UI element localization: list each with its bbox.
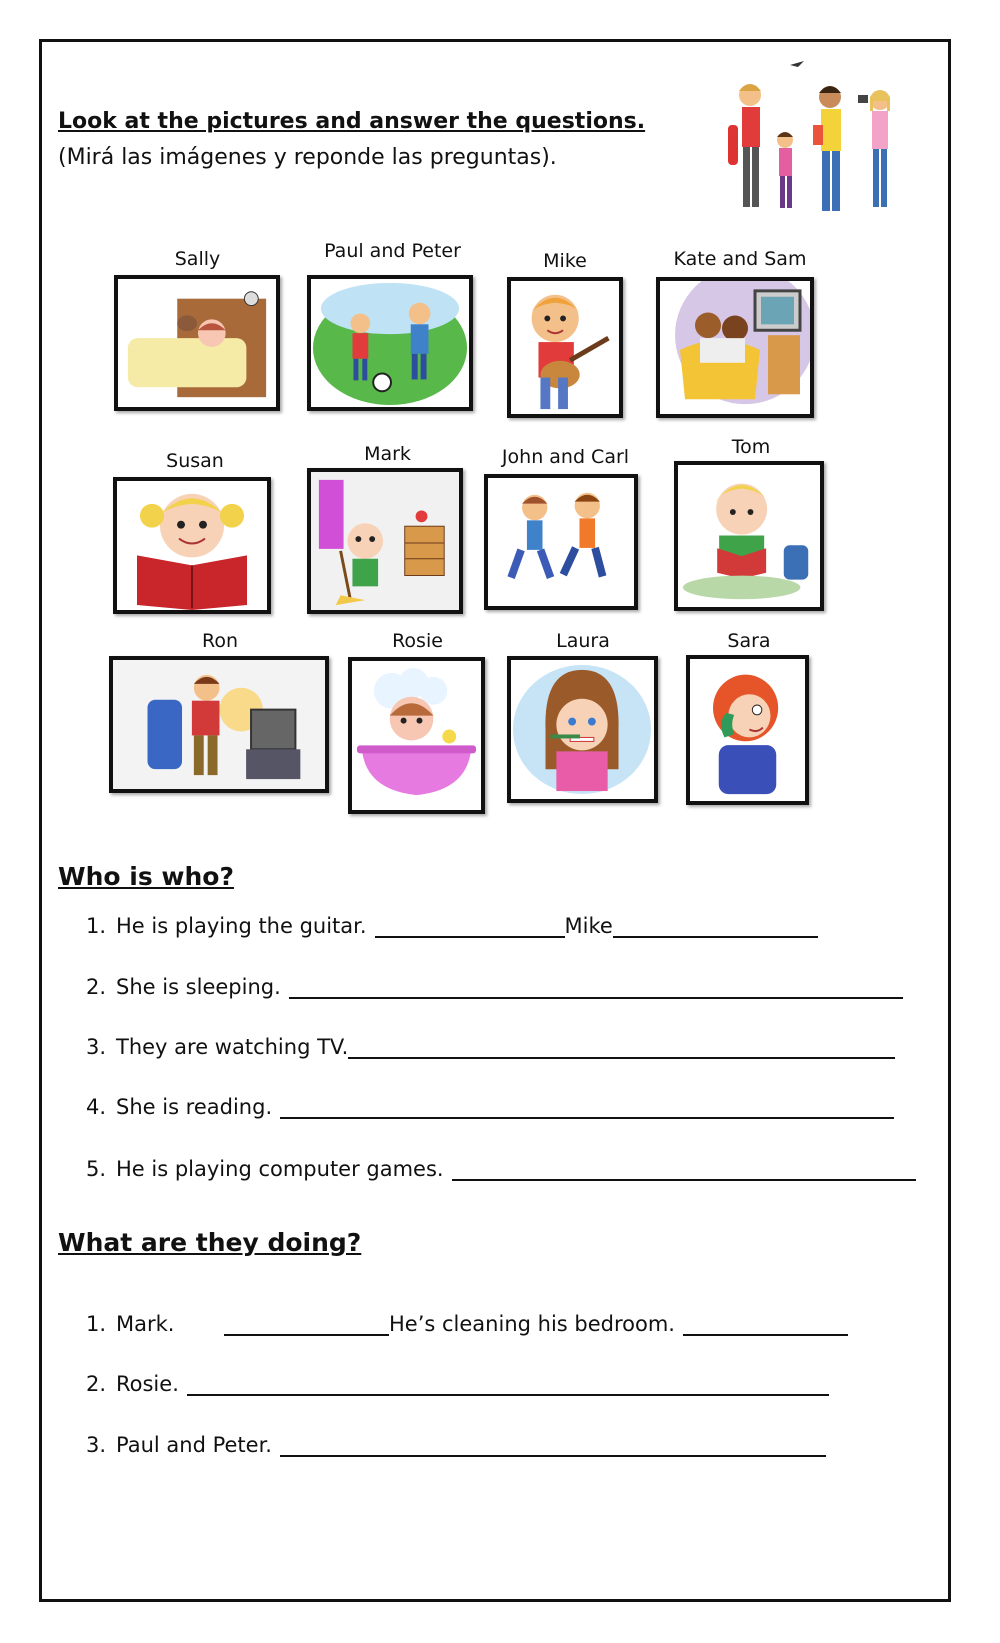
question-text: They are watching TV. [116,1035,349,1059]
question-row [86,1312,848,1336]
section-title-who-is-who: Who is who? [58,862,234,891]
answer-blank[interactable] [348,1035,895,1059]
question-row [86,975,903,999]
picture-label-mark: Mark [364,443,411,465]
picture-mark-cleaning [307,468,463,614]
answer-blank[interactable] [280,1433,826,1457]
picture-label-rosie: Rosie [392,630,443,652]
picture-label-ron: Ron [201,630,238,652]
picture-label-sally: Sally [174,248,221,270]
picture-label-kate-and-sam: Kate and Sam [673,248,807,270]
picture-ron-computer-games [109,656,329,793]
question-row [86,1372,829,1396]
question-text: Mark. [116,1312,175,1336]
instructions-spanish: (Mirá las imágenes y reponde las preguntas). [58,145,557,170]
picture-john-and-carl-fighting [484,474,638,610]
question-text: He is playing the guitar. [116,914,367,938]
picture-sara-phone [686,655,809,805]
answer-blank[interactable] [683,1312,848,1336]
answer-text: He’s cleaning his bedroom. [389,1312,675,1336]
picture-label-mike: Mike [543,250,587,272]
answer-blank[interactable] [375,914,565,938]
picture-laura-brushing-teeth [507,656,658,803]
question-number: 3. [86,1035,107,1059]
question-number: 3. [86,1433,107,1457]
question-text: He is playing computer games. [116,1157,444,1181]
section-title-what-are-they-doing: What are they doing? [58,1228,362,1257]
answer-blank[interactable] [187,1372,829,1396]
question-text: She is sleeping. [116,975,281,999]
question-text: Rosie. [116,1372,179,1396]
question-number: 1. [86,914,107,938]
question-number: 5. [86,1157,107,1181]
answer-text: Mike [564,914,613,938]
picture-paul-and-peter-football [307,275,473,411]
question-text: Paul and Peter. [116,1433,272,1457]
question-number: 1. [86,1312,107,1336]
question-number: 2. [86,1372,107,1396]
instructions-english: Look at the pictures and answer the questions. [58,109,646,134]
picture-mike-guitar [507,277,623,418]
question-number: 2. [86,975,107,999]
kids-group-illustration [720,55,940,235]
answer-blank[interactable] [280,1095,894,1119]
picture-sally-sleeping [114,275,280,411]
answer-blank[interactable] [224,1312,389,1336]
answer-blank[interactable] [289,975,903,999]
picture-rosie-bath [348,657,485,814]
page-border [39,39,951,1602]
picture-label-sara: Sara [727,630,771,652]
picture-label-susan: Susan [166,450,224,472]
answer-blank[interactable] [613,914,818,938]
question-row [86,1433,826,1457]
picture-label-john-and-carl: John and Carl [501,446,630,468]
question-row [86,1157,916,1181]
question-text: She is reading. [116,1095,273,1119]
question-row [86,1095,894,1119]
picture-tom-reading [674,461,824,611]
picture-susan-reading [113,477,271,614]
picture-kate-and-sam-tv [656,277,814,418]
picture-label-tom: Tom [731,436,771,458]
question-row [86,1035,895,1059]
question-number: 4. [86,1095,107,1119]
instructions [58,104,708,176]
picture-label-paul-and-peter: Paul and Peter [324,240,461,262]
answer-blank[interactable] [452,1157,916,1181]
picture-label-laura: Laura [556,630,610,652]
question-row [86,914,818,938]
